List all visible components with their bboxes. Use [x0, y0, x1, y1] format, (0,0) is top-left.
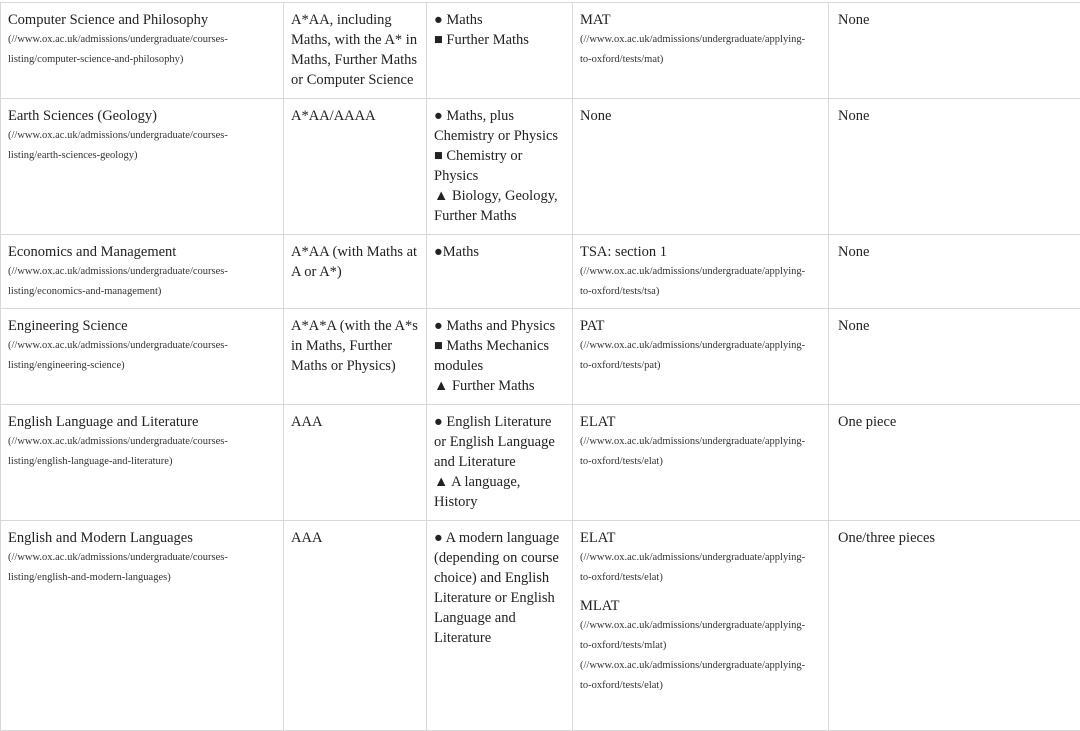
admissions-test-cell	[573, 309, 829, 405]
written-work: One piece	[836, 412, 1073, 432]
test-link: to-oxford/tests/pat)	[580, 356, 821, 376]
grade-requirement: in Maths, Further	[291, 336, 419, 356]
grades-cell	[284, 521, 427, 731]
grade-requirement: Maths, with the A* in	[291, 30, 419, 50]
course-name[interactable]: Computer Science and Philosophy	[8, 10, 276, 30]
test-link: (//www.ox.ac.uk/admissions/undergraduate/applying-	[580, 656, 821, 676]
test-link: to-oxford/tests/elat)	[580, 452, 821, 472]
course-link: listing/english-and-modern-languages)	[8, 568, 276, 588]
subject-requirement: Physics	[434, 166, 565, 186]
table-row	[1, 309, 1080, 405]
written-work-cell	[829, 235, 1080, 309]
course-cell	[1, 309, 284, 405]
admissions-test	[580, 10, 821, 70]
test-name[interactable]: ELAT	[580, 528, 821, 548]
test-name[interactable]: TSA: section 1	[580, 242, 821, 262]
subject-requirement: or English Language	[434, 432, 565, 452]
test-name[interactable]: MLAT	[580, 596, 821, 616]
subject-requirement: ▲ A language,	[434, 472, 565, 492]
grade-requirement: A*AA/AAAA	[291, 106, 419, 126]
course-link: listing/english-language-and-literature)	[8, 452, 276, 472]
course-name[interactable]: Earth Sciences (Geology)	[8, 106, 276, 126]
course-cell	[1, 3, 284, 99]
course-link: listing/economics-and-management)	[8, 282, 276, 302]
test-link: to-oxford/tests/tsa)	[580, 282, 821, 302]
subject-requirement: ● Maths	[434, 10, 565, 30]
subject-requirement: modules	[434, 356, 565, 376]
subject-requirement: choice) and English	[434, 568, 565, 588]
admissions-table-body	[1, 3, 1080, 731]
course-link: (//www.ox.ac.uk/admissions/undergraduate/courses-	[8, 262, 276, 282]
test-name[interactable]: PAT	[580, 316, 821, 336]
grades-cell	[284, 235, 427, 309]
table-row	[1, 521, 1080, 731]
written-work: None	[836, 242, 1073, 262]
written-work-cell	[829, 521, 1080, 731]
subject-requirement: ▲ Biology, Geology,	[434, 186, 565, 206]
admissions-test	[580, 316, 821, 376]
subjects-cell	[427, 309, 573, 405]
course-link: (//www.ox.ac.uk/admissions/undergraduate/courses-	[8, 126, 276, 146]
grade-requirement: Maths or Physics)	[291, 356, 419, 376]
course-cell	[1, 235, 284, 309]
course-link: (//www.ox.ac.uk/admissions/undergraduate/courses-	[8, 432, 276, 452]
subject-requirement: ▲ Further Maths	[434, 376, 565, 396]
course-link: listing/computer-science-and-philosophy)	[8, 50, 276, 70]
admissions-test-cell	[573, 405, 829, 521]
subjects-cell	[427, 235, 573, 309]
subject-requirement: ● A modern language	[434, 528, 565, 548]
grade-requirement: A*A*A (with the A*s	[291, 316, 419, 336]
admissions-test	[580, 412, 821, 472]
admissions-test-cell	[573, 3, 829, 99]
grade-requirement: AAA	[291, 412, 419, 432]
subject-requirement: ● Maths and Physics	[434, 316, 565, 336]
course-link: listing/engineering-science)	[8, 356, 276, 376]
admissions-test	[580, 596, 821, 696]
grade-requirement: A or A*)	[291, 262, 419, 282]
subject-requirement: Chemistry or Physics	[434, 126, 565, 146]
test-name[interactable]: MAT	[580, 10, 821, 30]
course-name[interactable]: Engineering Science	[8, 316, 276, 336]
grade-requirement: AAA	[291, 528, 419, 548]
subjects-cell	[427, 521, 573, 731]
subject-requirement: (depending on course	[434, 548, 565, 568]
admissions-test-cell	[573, 521, 829, 731]
grades-cell	[284, 99, 427, 235]
subject-requirement: ● Maths, plus	[434, 106, 565, 126]
subject-requirement: Literature	[434, 628, 565, 648]
test-name: None	[580, 106, 821, 126]
grade-requirement: A*AA (with Maths at	[291, 242, 419, 262]
subject-requirement: ●Maths	[434, 242, 565, 262]
table-row	[1, 235, 1080, 309]
written-work-cell	[829, 309, 1080, 405]
grade-requirement: or Computer Science	[291, 70, 419, 90]
subject-requirement: and Literature	[434, 452, 565, 472]
test-link: to-oxford/tests/elat)	[580, 568, 821, 588]
grade-requirement: A*AA, including	[291, 10, 419, 30]
test-link: to-oxford/tests/mlat)	[580, 636, 821, 656]
grades-cell	[284, 3, 427, 99]
course-name[interactable]: English and Modern Languages	[8, 528, 276, 548]
table-row	[1, 3, 1080, 99]
admissions-test	[580, 528, 821, 588]
test-link: to-oxford/tests/elat)	[580, 676, 821, 696]
course-link: (//www.ox.ac.uk/admissions/undergraduate/courses-	[8, 548, 276, 568]
subject-requirement: ■ Further Maths	[434, 30, 565, 50]
test-link: (//www.ox.ac.uk/admissions/undergraduate/applying-	[580, 616, 821, 636]
test-link: (//www.ox.ac.uk/admissions/undergraduate/applying-	[580, 548, 821, 568]
course-cell	[1, 521, 284, 731]
grades-cell	[284, 405, 427, 521]
written-work-cell	[829, 405, 1080, 521]
subjects-cell	[427, 405, 573, 521]
subject-requirement: Literature or English	[434, 588, 565, 608]
admissions-test	[580, 106, 821, 126]
admissions-test-cell	[573, 99, 829, 235]
test-link: (//www.ox.ac.uk/admissions/undergraduate/applying-	[580, 262, 821, 282]
test-name[interactable]: ELAT	[580, 412, 821, 432]
grades-cell	[284, 309, 427, 405]
written-work-cell	[829, 99, 1080, 235]
admissions-table	[0, 2, 1080, 731]
test-link: (//www.ox.ac.uk/admissions/undergraduate/applying-	[580, 336, 821, 356]
subject-requirement: ● English Literature	[434, 412, 565, 432]
written-work: One/three pieces	[836, 528, 1073, 548]
subject-requirement: ■ Maths Mechanics	[434, 336, 565, 356]
course-link: listing/earth-sciences-geology)	[8, 146, 276, 166]
course-name[interactable]: English Language and Literature	[8, 412, 276, 432]
admissions-test-cell	[573, 235, 829, 309]
written-work: None	[836, 106, 1073, 126]
subjects-cell	[427, 99, 573, 235]
test-link: (//www.ox.ac.uk/admissions/undergraduate/applying-	[580, 432, 821, 452]
course-name[interactable]: Economics and Management	[8, 242, 276, 262]
table-row	[1, 99, 1080, 235]
test-link: to-oxford/tests/mat)	[580, 50, 821, 70]
written-work: None	[836, 316, 1073, 336]
course-link: (//www.ox.ac.uk/admissions/undergraduate/courses-	[8, 336, 276, 356]
admissions-test	[580, 242, 821, 302]
written-work: None	[836, 10, 1073, 30]
grade-requirement: Maths, Further Maths	[291, 50, 419, 70]
subject-requirement: Further Maths	[434, 206, 565, 226]
course-cell	[1, 405, 284, 521]
subject-requirement: Language and	[434, 608, 565, 628]
written-work-cell	[829, 3, 1080, 99]
subject-requirement: History	[434, 492, 565, 512]
test-link: (//www.ox.ac.uk/admissions/undergraduate/applying-	[580, 30, 821, 50]
subject-requirement: ■ Chemistry or	[434, 146, 565, 166]
course-link: (//www.ox.ac.uk/admissions/undergraduate/courses-	[8, 30, 276, 50]
table-row	[1, 405, 1080, 521]
subjects-cell	[427, 3, 573, 99]
course-cell	[1, 99, 284, 235]
